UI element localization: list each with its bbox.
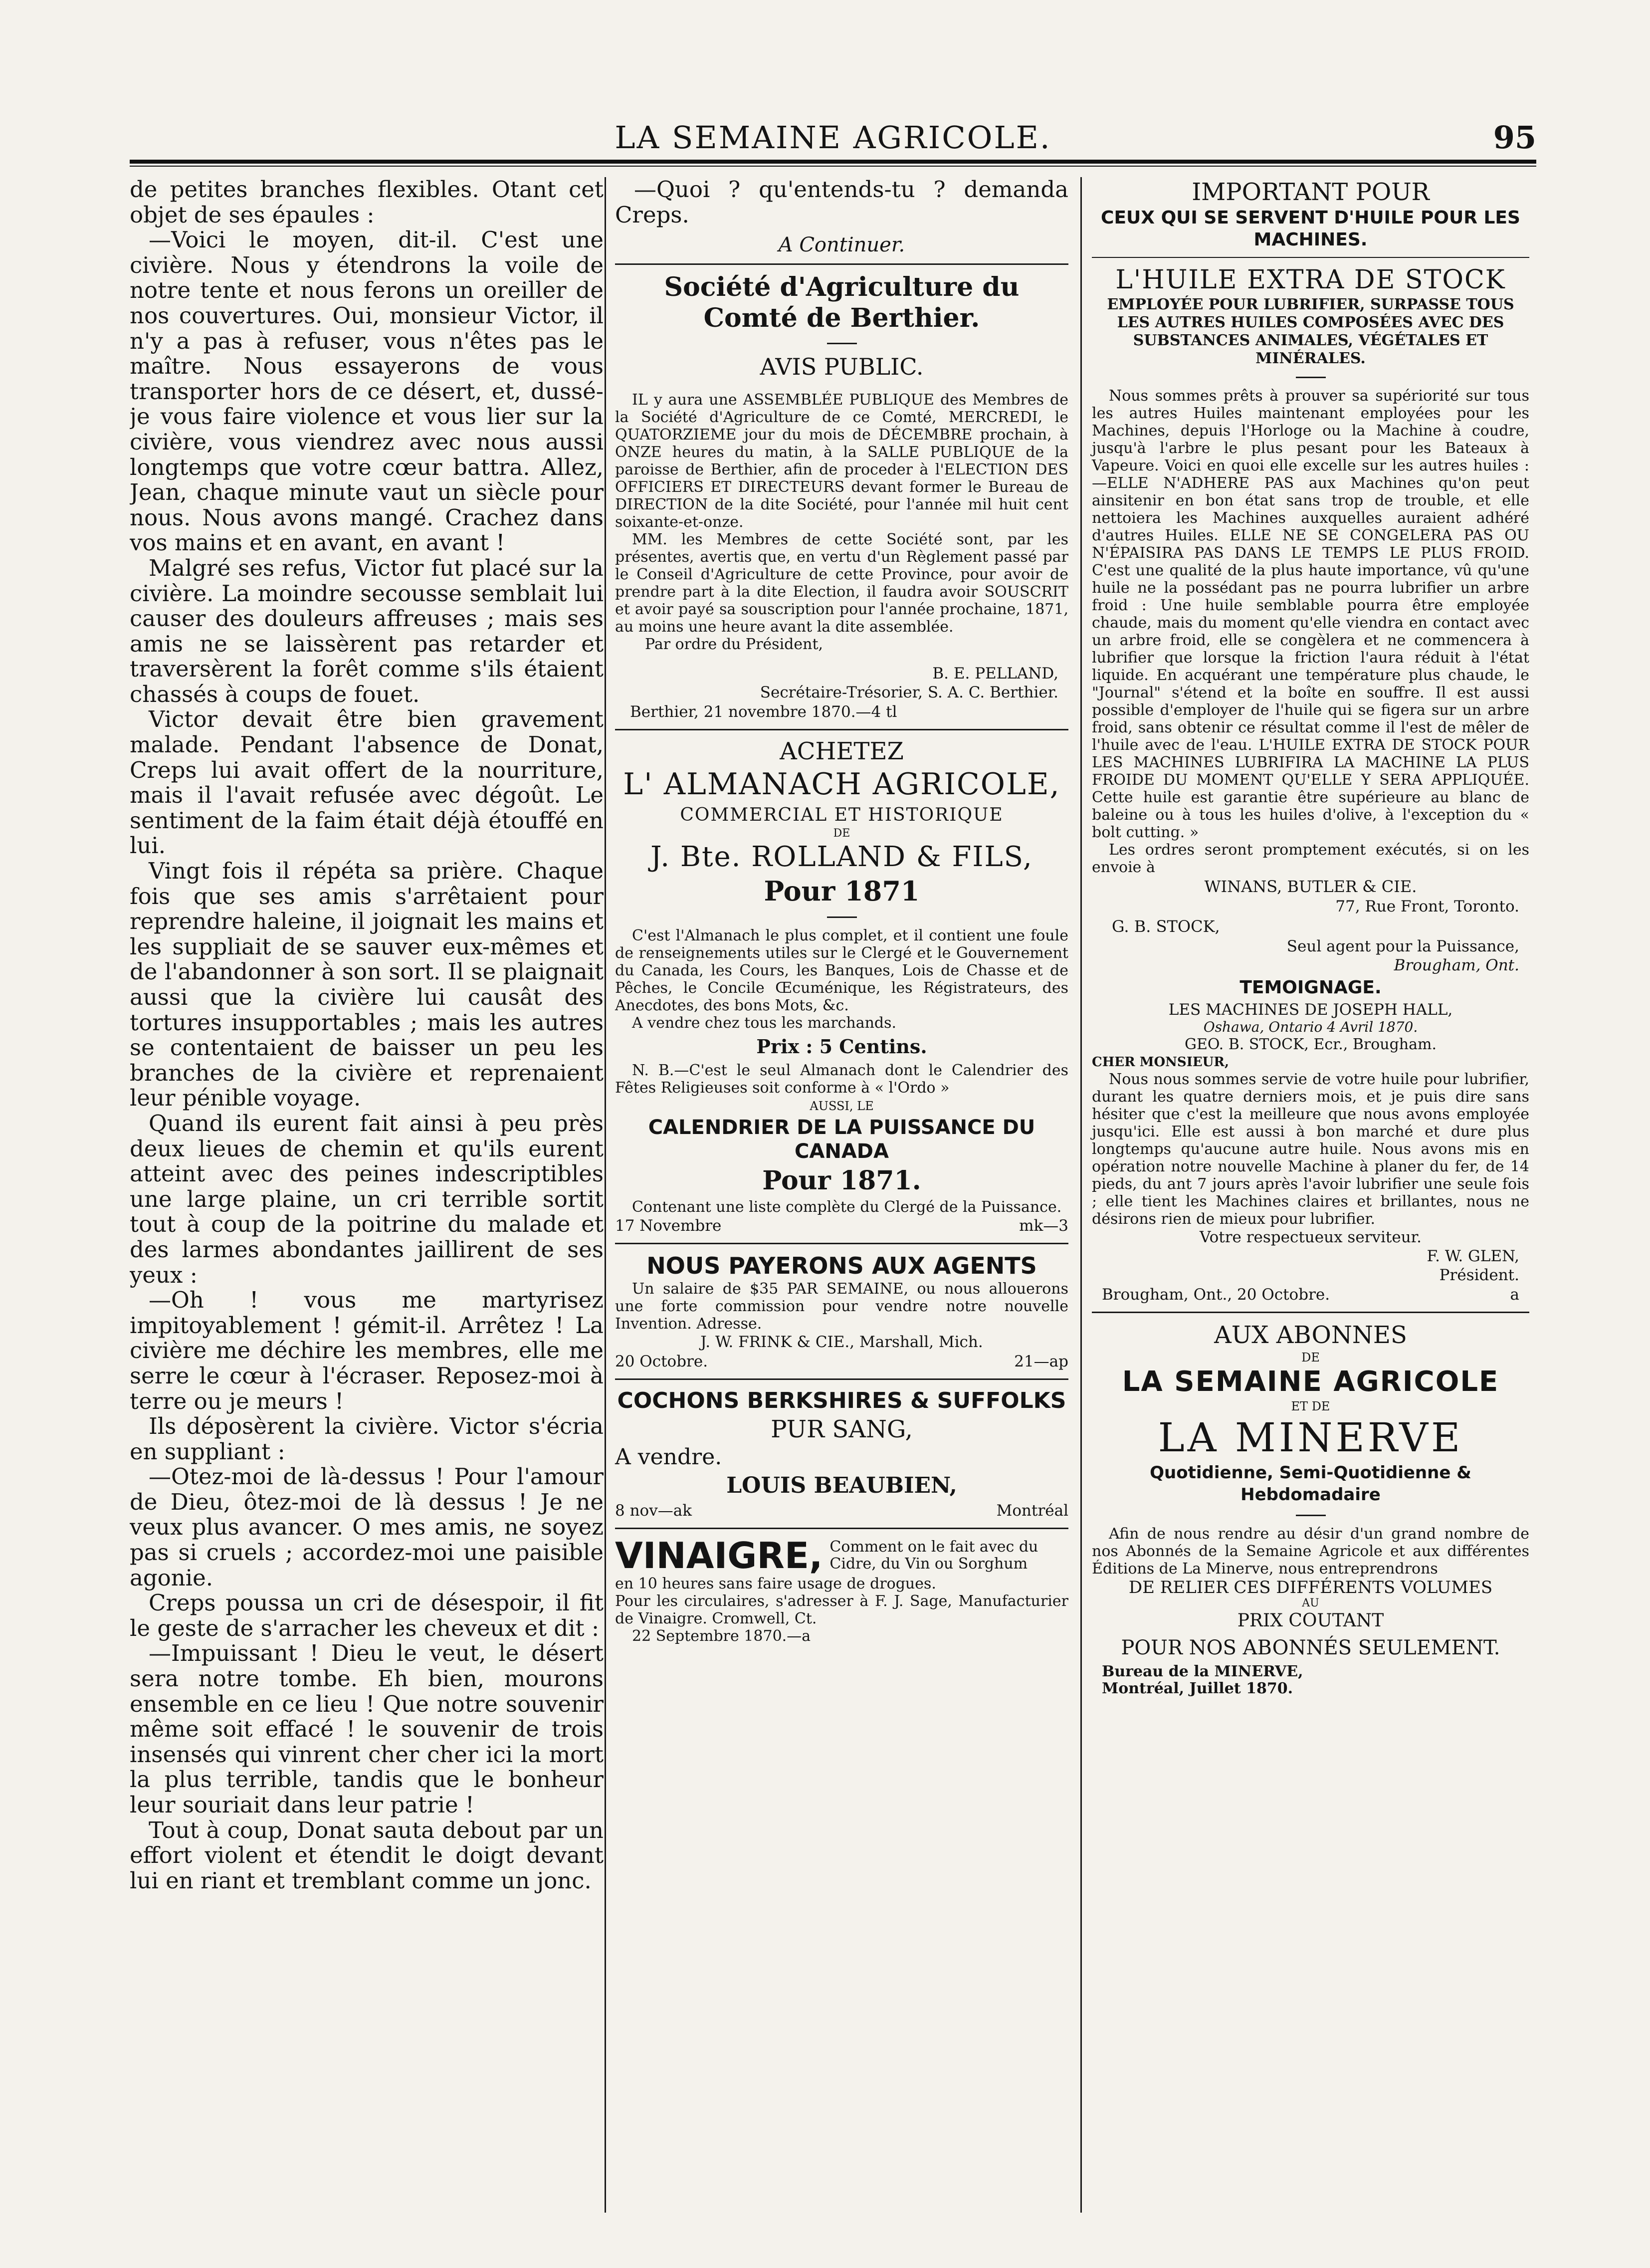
ad-huile-title: L'HUILE EXTRA DE STOCK [1115, 265, 1506, 295]
story-paragraph: Victor devait être bien gravement malade. Pendant l'absence de Donat, Creps lui avait offert de la nourriture, mais il l'avait refusée avec dégoût. Le sentiment de la faim était déjà étouffé en lui. [130, 706, 604, 859]
ad-almanach-vendre: A vendre chez tous les marchands. [632, 1014, 897, 1032]
ad-winans: WINANS, BUTLER & CIE. [1204, 877, 1417, 896]
ad-abonnes-prix: PRIX COUTANT [1237, 1610, 1384, 1631]
ad-vinaigre-desc3: Pour les circulaires, s'adresser à F. J. Sage, Manufacturier de Vinaigre. Cromwell, Ct. [615, 1592, 1068, 1628]
testimony-letter: Nous nous sommes servie de votre huile pour lubrifier, durant les quatre derniers mois, et je puis dire sans hésiter que c'est la meilleure que nous avons employée jusqu'ici. Elle est aussi à bon marché et dure plus longtemps qu'aucune autre huile. Nous avons mis en opération notre nouvelle Machine à planer du fer, de 14 pieds, du ant 7 jours après l'avoir lubrifier une seule fois ; elle tient les Machines claires et brillantes, nous ne désirons rien de mieux pour lubrifier. [1092, 1071, 1529, 1228]
story-paragraph: Quand ils eurent fait ainsi à peu près deux lieues de chemin et qu'ils eurent atteint avec des peines indescriptibles une large plaine, un cri terrible sortit tout à coup de la poitrine du malade et des larmes abondantes jaillirent de ses yeux : [130, 1110, 604, 1288]
ads-column-middle [606, 177, 1077, 2218]
story-end: —Quoi ? qu'entends-tu ? demanda Creps. [615, 177, 1068, 228]
page-number: 95 [1493, 119, 1536, 156]
story-paragraph: Tout à coup, Donat sauta debout par un effort violent et étendit le doigt devant lui en riant et tremblant comme un jonc. [130, 1816, 604, 1894]
ad-abonnes-date: Montréal, Juillet 1870. [1102, 1680, 1293, 1697]
ad-huile-ordres: Les ordres seront promptement exécutés, si on les envoie à [1092, 841, 1529, 876]
ad-vinaigre-date: 22 Septembre 1870.—a [632, 1627, 811, 1645]
notice-paragraph: MM. les Membres de cette Société sont, par les présentes, avertis que, en vertu d'un Règlement passé par le Conseil d'Agriculture de cette Province, pour avoir de prendre part à la dite Election, il faudra avoir SOUSCRIT et avoir payé sa souscription pour l'année prochaine, 1871, au moins une heure avant la dite assemblée. [615, 531, 1068, 636]
ad-abonnes-minerve: LA MINERVE [1158, 1414, 1463, 1461]
ad-abonnes-semaine: LA SEMAINE AGRICOLE [1122, 1365, 1499, 1398]
ad-abonnes-bureau: Bureau de la MINERVE, [1102, 1663, 1303, 1680]
ad-cochons [615, 1387, 1068, 1521]
ad-huile-desc: Nous sommes prêts à prouver sa supériorité sur tous les autres Huiles maintenant employées pour les Machines, depuis l'Horloge ou la Machine à coudre, jusqu'à l'arbre le plus pesant pour les Bateaux à Vapeure. Voici en quoi elle excelle sur les autres huiles : —ELLE N'ADHERE PAS aux Machines qu'on peut ainsitenir en bon état sans trop de trouble, et elle nettoiera les Machines auxquelles auraient adhéré d'autres Huiles. ELLE NE SE CONGELERA PAS OU N'ÉPAISIRA PAS DANS LE TEMPS LE PLUS FROID. C'est une qualité de la plus haute importance, vû qu'une huile ne la possédant pas ne pourra lubrifier un arbre froid : Une huile semblable pourra être employée chaude, mais du moment qu'elle viendra en contact avec un arbre froid, elle se congèlera et ne commencera à lubrifier que lorsque la friction l'aura réduit à l'état liquide. En acquérant une température plus chaude, le "Journal" s'étend et la boîte en souffre. Il est aussi possible d'employer de l'huile qui se figera sur un arbre froid, sans obtenir ce résultat comme il l'est de mêler de l'huile avec de l'eau. L'HUILE EXTRA DE STOCK POUR LES MACHINES LUBRIFIRA LA MACHINE LA PLUS FROIDE DU MOMENT QU'ELLE Y SERA APPLIQUÉE. Cette huile est garantie être supérieure au blanc de baleine ou à tous les huiles d'olive, à l'exception du « bolt cutting. » [1092, 387, 1529, 841]
ad-almanach-prix: Prix : 5 Centins. [756, 1035, 927, 1058]
testimony-header-3: GEO. B. STOCK, Ecr., Brougham. [1184, 1036, 1437, 1053]
to-be-continued: A Continuer. [778, 233, 905, 257]
ad-almanach-sub: COMMERCIAL ET HISTORIQUE [680, 805, 1004, 826]
ad-abonnes [1092, 1320, 1529, 1697]
ad-cochons-vendre: A vendre. [615, 1444, 722, 1470]
ad-vinaigre-title: VINAIGRE, [615, 1535, 823, 1577]
ad-calendrier-date: 17 Novembre [615, 1217, 722, 1235]
story-paragraph: Malgré ses refus, Victor fut placé sur la civière. La moindre secousse semblait lui causer des douleurs affreuses ; mais ses amis ne se laissèrent pas retarder et traversèrent la forêt comme s'ils étaient chassés à coups de fouet. [130, 554, 604, 707]
ad-almanach-nb: N. B.—C'est le seul Almanach dont le Calendrier des Fêtes Religieuses soit conforme à « l'Ordo » [615, 1062, 1068, 1097]
notice-paragraph: IL y aura une ASSEMBLÉE PUBLIQUE des Membres de la Société d'Agriculture de ce Comté, MERCREDI, le QUATORZIEME jour du mois de DÉCEMBRE prochain, à ONZE heures du matin, à la SALLE PUBLIQUE de la paroisse de Berthier, afin de proceder à l'ELECTION DES OFFICIERS ET DIRECTEURS devant former le Bureau de DIRECTION de la dite Société, pour l'année mil huit cent soixante-et-onze. [615, 391, 1068, 531]
story-paragraph: Vingt fois il répéta sa prière. Chaque fois que ses amis s'arrêtaient pour reprendre haleine, il joignait les mains et les suppliait de se sauver eux-mêmes et de l'abandonner à son sort. Il se plaignait aussi que la civière lui causât des tortures insupportables ; mais les autres se contentaient de baisser un peu les branches de la civière et reprenaient leur pénible voyage. [130, 858, 604, 1112]
testimony-signer-title: Président. [1439, 1266, 1519, 1284]
ad-almanach [615, 737, 1068, 1236]
ad-calendrier-title: CALENDRIER DE LA PUISSANCE DU CANADA [648, 1116, 1035, 1163]
ad-gbstock: G. B. STOCK, [1112, 917, 1220, 936]
testimony-signer: F. W. GLEN, [1427, 1247, 1519, 1265]
ad-calendrier-year: Pour 1871. [762, 1165, 921, 1196]
ad-vinaigre [615, 1536, 1068, 1645]
ad-important: IMPORTANT POUR [1192, 178, 1430, 206]
ad-almanach-de: DE [833, 827, 850, 840]
column-divider-2 [1080, 177, 1082, 2213]
testimony-salutation: CHER MONSIEUR, [1092, 1055, 1230, 1070]
ad-abonnes-title: AUX ABONNES [1214, 1321, 1407, 1349]
ad-almanach-year: Pour 1871 [764, 875, 920, 907]
notice-signer: B. E. PELLAND, [932, 665, 1058, 683]
ad-ceux: CEUX QUI SE SERVENT D'HUILE POUR LES MACHINES. [1101, 208, 1520, 250]
testimony-mark: a [1510, 1286, 1519, 1304]
ad-agents-address: J. W. FRINK & CIE., Marshall, Mich. [700, 1333, 983, 1352]
testimony-closing: Votre respectueux serviteur. [1200, 1228, 1422, 1246]
page-title: LA SEMAINE AGRICOLE. [615, 119, 1051, 156]
notice-subtitle: AVIS PUBLIC. [760, 353, 924, 381]
ad-agents-code: 21—ap [1014, 1353, 1068, 1371]
ad-calendrier-code: mk—3 [1019, 1217, 1068, 1235]
ad-abonnes-pour: POUR NOS ABONNÉS SEULEMENT. [1121, 1636, 1500, 1659]
notice-order: Par ordre du Président, [645, 636, 824, 654]
notice-dateline: Berthier, 21 novembre 1870.—4 tl [630, 703, 897, 721]
testimony-header-1: LES MACHINES DE JOSEPH HALL, [1168, 1001, 1453, 1019]
ad-cochons-title: COCHONS BERKSHIRES & SUFFOLKS [617, 1388, 1066, 1414]
ad-agents [615, 1251, 1068, 1371]
ad-abonnes-desc: Afin de nous rendre au désir d'un grand nombre de nos Abonnés de la Semaine Agricole et aux différentes Éditions de La Minerve, nous entreprendrons [1092, 1525, 1529, 1578]
story-column [130, 177, 604, 2218]
ad-vinaigre-desc2: en 10 heures sans faire usage de drogues. [615, 1575, 936, 1593]
notice-title: Société d'Agriculture du Comté de Berthier. [664, 272, 1020, 334]
testimony-date: Brougham, Ont., 20 Octobre. [1102, 1286, 1330, 1304]
ad-almanach-publisher: J. Bte. ROLLAND & FILS, [650, 841, 1033, 874]
ad-abonnes-relier: DE RELIER CES DIFFÉRENTS VOLUMES [1128, 1578, 1493, 1597]
story-paragraph: —Otez-moi de là-dessus ! Pour l'amour de Dieu, ôtez-moi de là dessus ! Je ne veux plus avancer. O mes amis, ne soyez pas si cruels ; accordez-moi une paisible agonie. [130, 1463, 604, 1591]
ad-calendrier-desc: Contenant une liste complète du Clergé de la Puissance. [632, 1198, 1062, 1216]
header-rule [130, 160, 1536, 164]
ads-column-right [1085, 177, 1536, 2218]
story-paragraph: Creps poussa un cri de désespoir, il fit le geste de s'arracher les cheveux et dit : [130, 1589, 604, 1641]
ad-agents-date: 20 Octobre. [615, 1353, 708, 1371]
ad-cochons-date: 8 nov—ak [615, 1502, 692, 1520]
ad-cochons-sub: PUR SANG, [771, 1415, 913, 1444]
story-paragraph: —Impuissant ! Dieu le veut, le désert sera notre tombe. Eh bien, mourons ensemble en ce lieu ! Que notre souvenir même soit effacé ! le souvenir de trois insensés qui vinrent cher cher ici la mort la plus terrible, tandis que le bonheur leur souriait dans leur patrie ! [130, 1640, 604, 1818]
ad-vinaigre-desc: Comment on le fait avec du Cidre, du Vin ou Sorghum [829, 1538, 1038, 1573]
ad-almanach-title: L' ALMANACH AGRICOLE, [623, 767, 1060, 802]
ad-cochons-city: Montréal [996, 1502, 1068, 1520]
notice-societe [615, 272, 1068, 722]
ad-aussi: AUSSI, LE [810, 1099, 874, 1114]
ad-temoignage: TEMOIGNAGE. [1239, 977, 1382, 998]
page-header [130, 112, 1536, 157]
ad-winans-address: 77, Rue Front, Toronto. [1335, 898, 1519, 915]
story-paragraph: Ils déposèrent la civière. Victor s'écria en suppliant : [130, 1413, 604, 1465]
ad-agents-desc: Un salaire de $35 PAR SEMAINE, ou nous allouerons une forte commission pour vendre notre nouvelle Invention. Adresse. [615, 1280, 1068, 1333]
ad-abonnes-de: DE [1301, 1351, 1320, 1364]
ad-cochons-seller: LOUIS BEAUBIEN, [726, 1473, 957, 1499]
notice-signer-title: Secrétaire-Trésorier, S. A. C. Berthier. [760, 683, 1058, 702]
ad-abonnes-et-de: ET DE [1291, 1399, 1330, 1413]
ad-agent: Seul agent pour la Puissance, [1286, 937, 1519, 955]
story-paragraph: de petites branches flexibles. Otant cet objet de ses épaules : [130, 177, 604, 228]
ad-abonnes-sub: Quotidienne, Semi-Quotidienne & Hebdomadaire [1150, 1463, 1471, 1505]
ad-agents-title: NOUS PAYERONS AUX AGENTS [646, 1252, 1037, 1280]
ad-almanach-desc: C'est l'Almanach le plus complet, et il contient une foule de renseignements utiles sur le Clergé et le Gouvernement du Canada, les Cours, les Banques, Lois de Chasse et de Pêches, le Concile Œcuménique, les Régistrateurs, des Anecdotes, des bons Mots, &c. [615, 927, 1068, 1015]
ad-achetez: ACHETEZ [780, 737, 904, 766]
ad-abonnes-au: AU [1302, 1597, 1319, 1609]
ad-brougham: Brougham, Ont. [1394, 956, 1519, 974]
header-rule-thin [130, 166, 1536, 167]
ad-huile-sub: EMPLOYÉE POUR LUBRIFIER, SURPASSE TOUS LES AUTRES HUILES COMPOSÉES AVEC DES SUBSTANCES ANIMALES, VÉGÉTALES ET MINÉRALES. [1107, 296, 1514, 367]
story-paragraph: —Voici le moyen, dit-il. C'est une civière. Nous y étendrons la voile de notre tente et nous ferons un oreiller de nos couvertures. Oui, monsieur Victor, il n'y a pas à refuser, vous n'êtes pas le maître. Nous essayerons de vous transporter hors de ce désert, et, dussé-je vous faire violence et vous lier sur la civière, vous viendrez avec nous aussi longtemps que votre cœur battra. Allez, Jean, chaque minute vaut un siècle pour nous. Nous avons mangé. Crachez dans vos mains et en avant, en avant ! [130, 227, 604, 556]
story-paragraph: —Oh ! vous me martyrisez impitoyablement ! gémit-il. Arrêtez ! La civière me déchire les membres, elle me serre le cœur à l'écraser. Reposez-moi à terre ou je meurs ! [130, 1287, 604, 1414]
testimony-header-2: Oshawa, Ontario 4 Avril 1870. [1203, 1019, 1418, 1035]
